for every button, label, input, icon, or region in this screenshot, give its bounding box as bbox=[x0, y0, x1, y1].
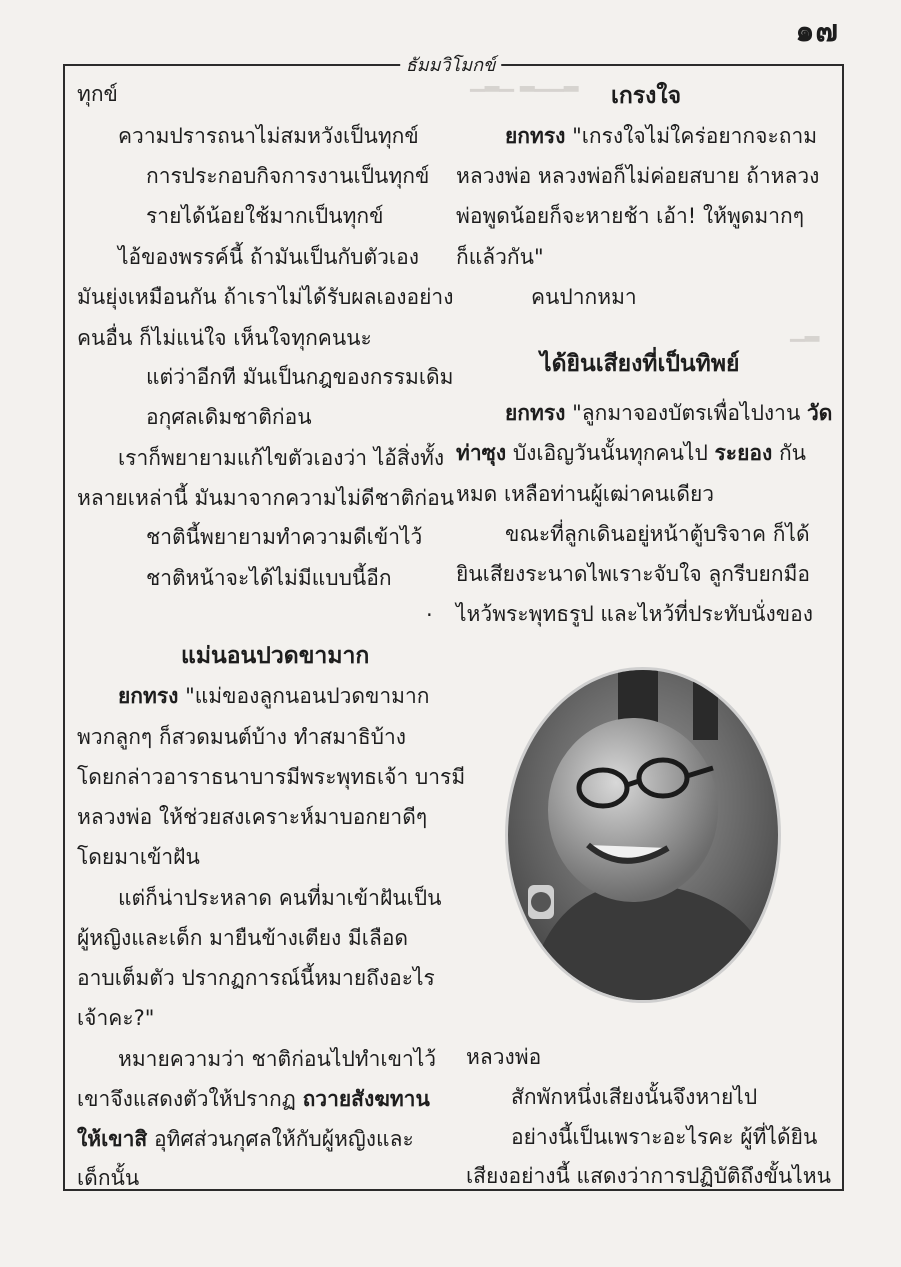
section-heading: แม่นอนปวดขามาก bbox=[181, 643, 370, 669]
text-span: บังเอิญวันนั้นทุกคนไป bbox=[512, 441, 708, 465]
text-line: หมด เหลือท่านผู้เฒ่าคนเดียว bbox=[456, 482, 715, 506]
monk-portrait-image bbox=[508, 670, 778, 1000]
text-line: เราก็พยายามแก้ไขตัวเองว่า ไอ้สิ่งทั้ง bbox=[118, 446, 445, 470]
text-line bbox=[118, 680, 430, 713]
text-line: หลายเหล่านี้ มันมาจากความไม่ดีชาติก่อน bbox=[77, 486, 455, 510]
bold-term: ถวายสังฆทาน bbox=[302, 1087, 430, 1111]
text-span: เขาจึงแสดงตัวให้ปรากฏ bbox=[77, 1087, 296, 1111]
text-line: ผู้หญิงและเด็ก มายืนข้างเตียง มีเลือด bbox=[77, 926, 409, 950]
text-line: คนอื่น ก็ไม่แน่ใจ เห็นใจทุกคนนะ bbox=[77, 326, 372, 350]
text-line: หมายความว่า ชาติก่อนไปทำเขาไว้ bbox=[118, 1047, 437, 1071]
text-line: ไหว้พระพุทธรูป และไหว้ที่ประทับนั่งของ bbox=[456, 602, 813, 626]
bold-term: ให้เขาสิ bbox=[77, 1127, 148, 1151]
speaker-name: ยกทรง bbox=[505, 401, 566, 425]
text-line: แต่ว่าอีกที มันเป็นกฎของกรรมเดิม bbox=[146, 365, 454, 389]
text-line bbox=[77, 1123, 414, 1156]
text-line: ขณะที่ลูกเดินอยู่หน้าตู้บริจาค ก็ได้ bbox=[505, 522, 810, 546]
text-line: ทุกข์ bbox=[77, 82, 118, 106]
text-line: โดยกล่าวอาราธนาบารมีพระพุทธเจ้า บารมี bbox=[77, 765, 466, 789]
page-number: ๑๗ bbox=[795, 14, 839, 49]
text-line: ชาติหน้าจะได้ไม่มีแบบนี้อีก bbox=[146, 566, 392, 590]
text-span: "เกรงใจไม่ใคร่อยากจะถาม bbox=[572, 124, 818, 148]
bold-term: วัด bbox=[807, 401, 833, 425]
text-line: โดยมาเข้าฝัน bbox=[77, 845, 200, 869]
text-line bbox=[505, 120, 817, 153]
running-header: ธัมมวิโมกข์ bbox=[400, 50, 502, 79]
text-line: พวกลูกๆ ก็สวดมนต์บ้าง ทำสมาธิบ้าง bbox=[77, 725, 407, 749]
bold-term: ท่าซุง bbox=[456, 441, 507, 465]
text-line: ชาตินี้พยายามทำความดีเข้าไว้ bbox=[146, 525, 423, 549]
text-span: "แม่ของลูกนอนปวดขามาก bbox=[185, 684, 430, 708]
text-line: ไอ้ของพรรค์นี้ ถ้ามันเป็นกับตัวเอง bbox=[118, 245, 419, 269]
text-line: ก็แล้วกัน" bbox=[456, 245, 544, 269]
text-line bbox=[505, 397, 832, 430]
text-line: การประกอบกิจการงานเป็นทุกข์ bbox=[146, 164, 430, 188]
text-line: เสียงอย่างนี้ แสดงว่าการปฏิบัติถึงขั้นไหน bbox=[466, 1164, 831, 1188]
text-line: รายได้น้อยใช้มากเป็นทุกข์ bbox=[146, 204, 384, 228]
bold-term: ระยอง bbox=[714, 441, 773, 465]
text-line: ยินเสียงระนาดไพเราะจับใจ ลูกรีบยกมือ bbox=[456, 562, 811, 586]
text-line: หลวงพ่อ หลวงพ่อก็ไม่ค่อยสบาย ถ้าหลวง bbox=[456, 164, 820, 188]
section-heading: ได้ยินเสียงที่เป็นทิพย์ bbox=[540, 351, 740, 377]
text-line bbox=[77, 1083, 430, 1116]
section-heading: เกรงใจ bbox=[611, 83, 682, 109]
text-line bbox=[456, 437, 806, 470]
text-line: มันยุ่งเหมือนกัน ถ้าเราไม่ได้รับผลเองอย่าง bbox=[77, 285, 454, 309]
text-span: อุทิศส่วนกุศลให้กับผู้หญิงและ bbox=[153, 1127, 414, 1151]
text-line: สักพักหนึ่งเสียงนั้นจึงหายไป bbox=[511, 1085, 758, 1109]
text-line: หลวงพ่อ bbox=[466, 1045, 542, 1069]
text-line: แต่ก็น่าประหลาด คนที่มาเข้าฝันเป็น bbox=[118, 886, 442, 910]
portrait-photo bbox=[505, 667, 781, 1003]
text-line: หลวงพ่อ ให้ช่วยสงเคราะห์มาบอกยาดีๆ bbox=[77, 805, 428, 829]
dot-mark: . bbox=[426, 597, 433, 621]
text-line: พ่อพูดน้อยก็จะหายช้า เอ้า! ให้พูดมากๆ bbox=[456, 204, 805, 228]
text-line: อกุศลเดิมชาติก่อน bbox=[146, 405, 312, 429]
text-line: เจ้าคะ?" bbox=[77, 1006, 155, 1030]
text-line: คนปากหมา bbox=[531, 285, 637, 309]
speaker-name: ยกทรง bbox=[505, 124, 566, 148]
text-line: ความปรารถนาไม่สมหวังเป็นทุกข์ bbox=[118, 124, 419, 148]
text-line: เด็กนั้น bbox=[77, 1166, 140, 1190]
text-line: อาบเต็มตัว ปรากฏการณ์นี้หมายถึงอะไร bbox=[77, 966, 435, 990]
text-span: กัน bbox=[778, 441, 807, 465]
speaker-name: ยกทรง bbox=[118, 684, 179, 708]
text-span: "ลูกมาจองบัตรเพื่อไปงาน bbox=[572, 401, 801, 425]
text-line: อย่างนี้เป็นเพราะอะไรคะ ผู้ที่ได้ยิน bbox=[511, 1125, 818, 1149]
